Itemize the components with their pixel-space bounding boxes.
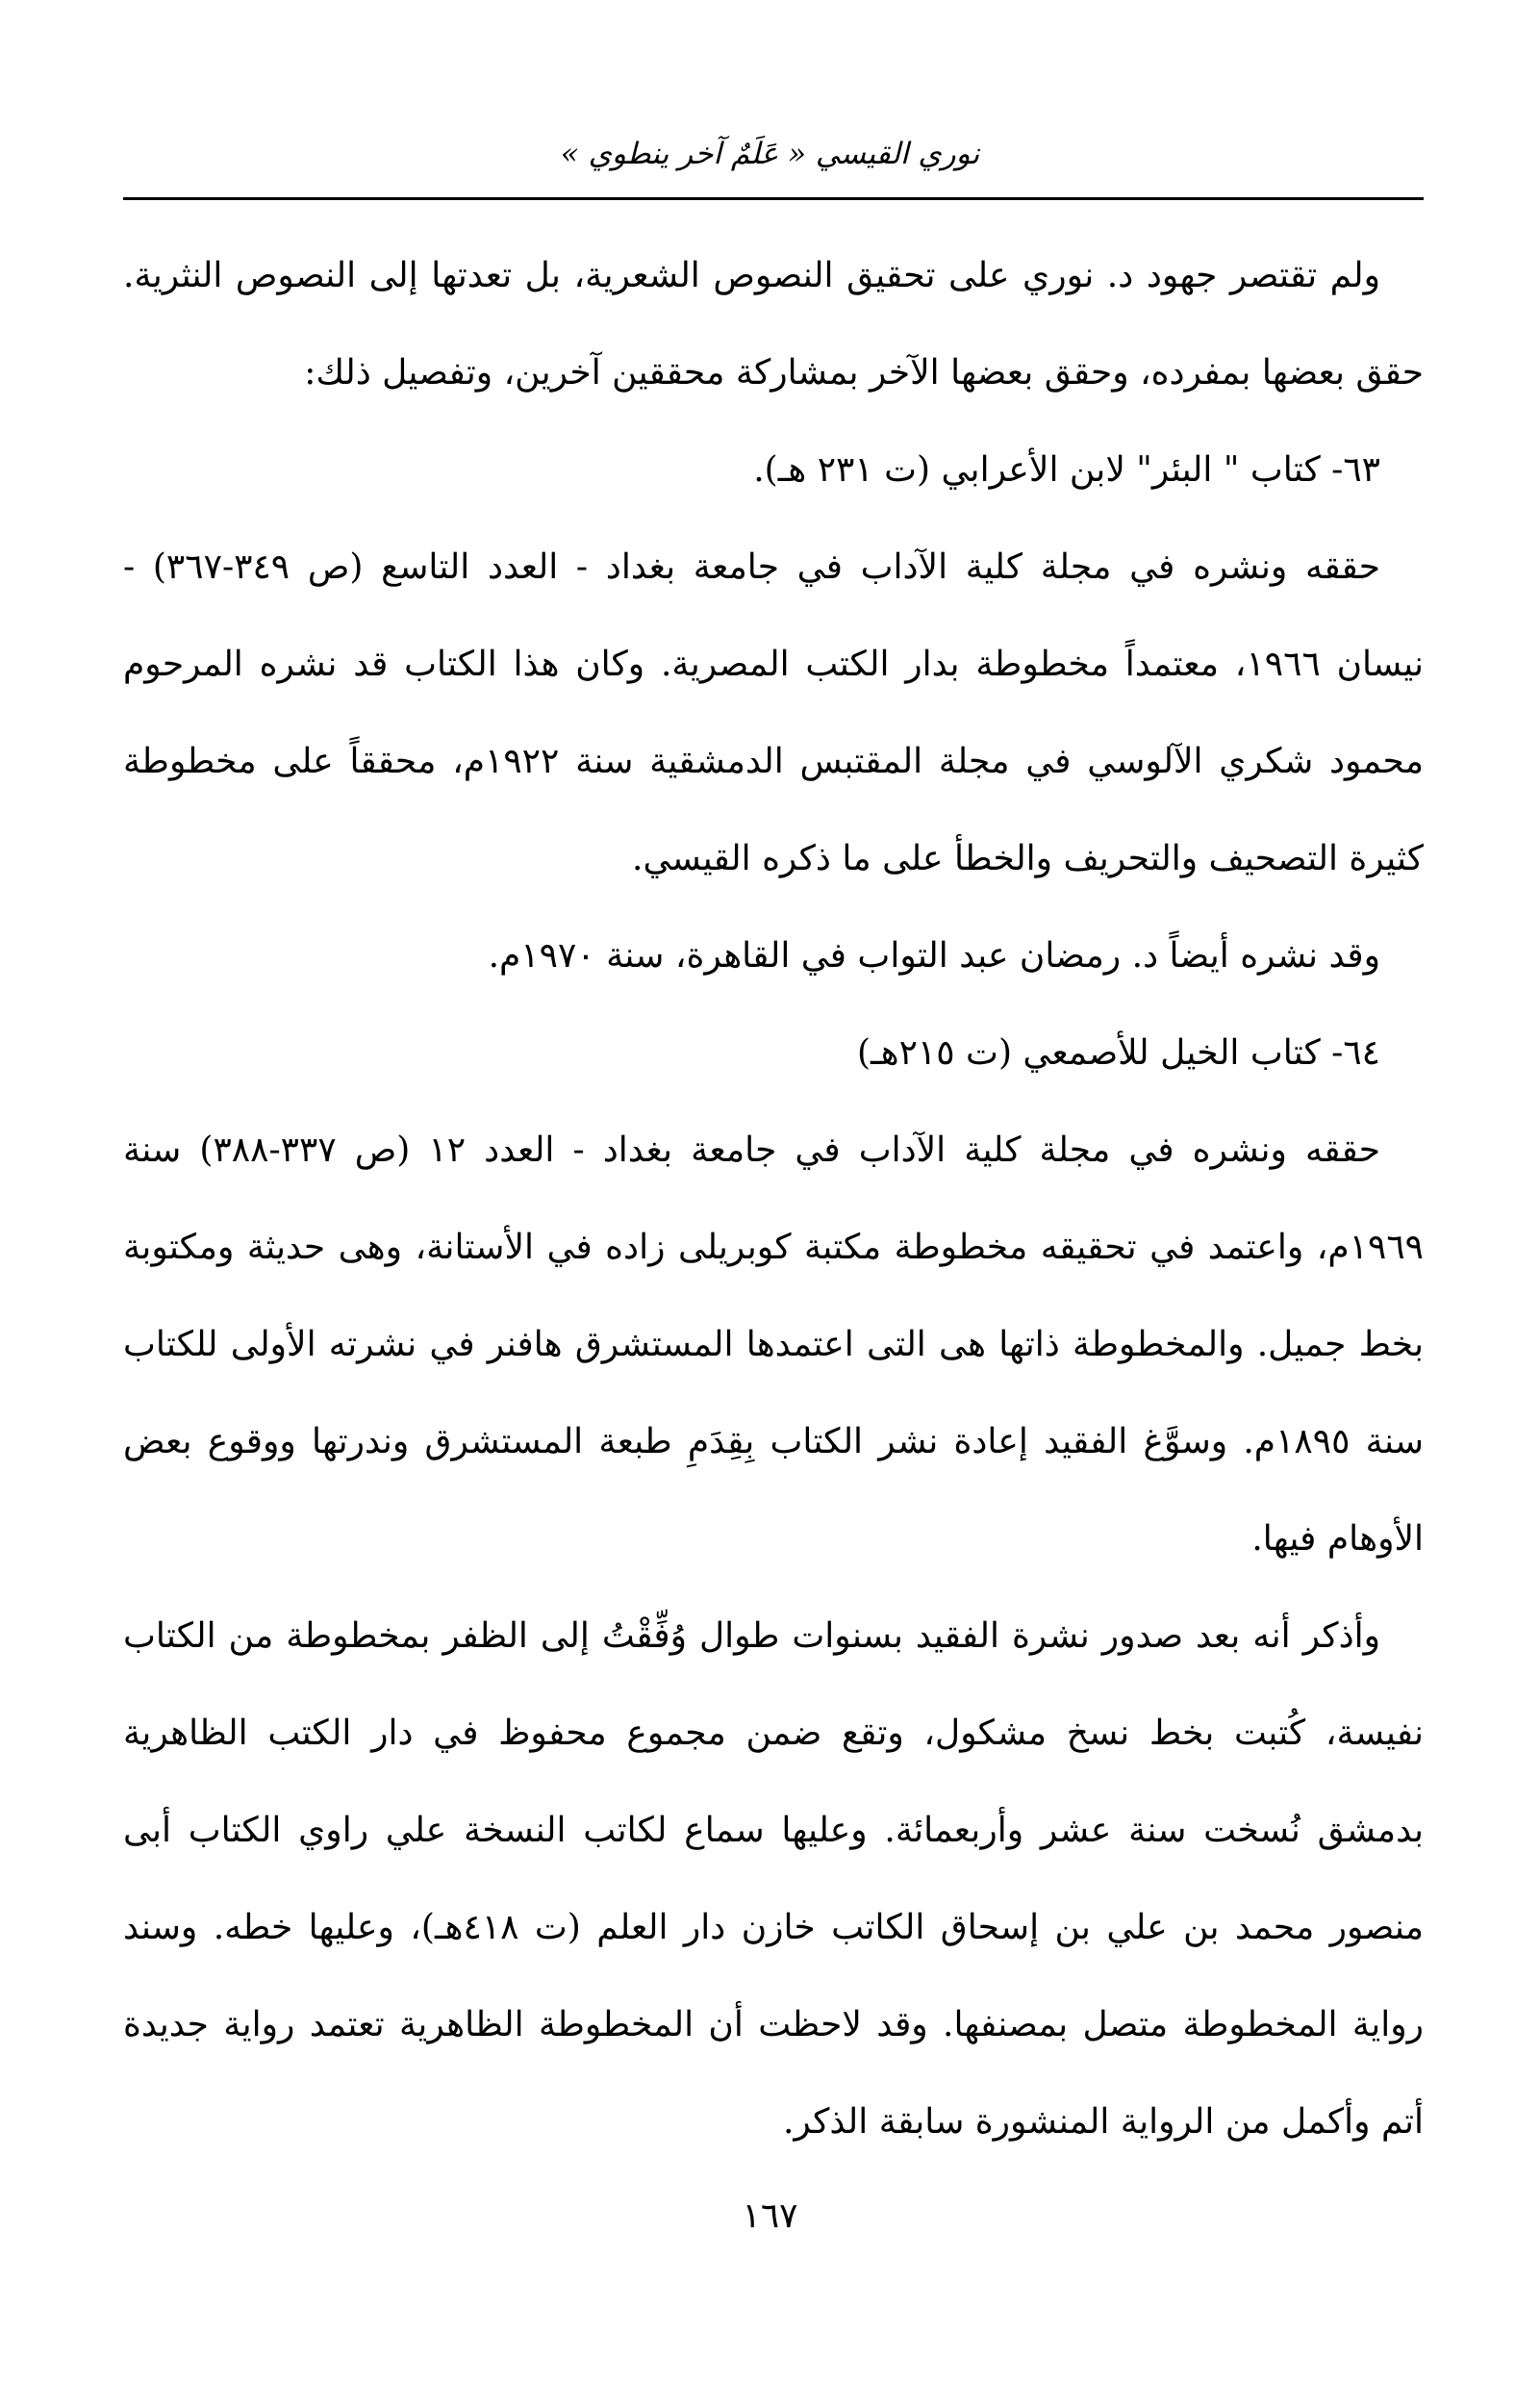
running-header: نوري القيسي « عَلَمٌ آخر ينطوي » — [560, 137, 980, 171]
entry-63-description: حققه ونشره في مجلة كلية الآداب في جامعة بغداد - العدد التاسع (ص ٣٤٩-٣٦٧) - نيسان ١٩٦٦، معتمداً مخطوطة بدار الكتب المصرية. وكان هذا الكتاب قد نشره المرحوم محمود شكري الآلوسي في مجلة المقتبس الدمشقية سنة ١٩٢٢م، محققاً على مخطوطة كثيرة التصحيف والتحريف والخطأ على ما ذكره القيسي. — [123, 547, 1424, 878]
header-divider — [123, 197, 1424, 200]
entry-64-heading: ٦٤- كتاب الخيل للأصمعي (ت ٢١٥هـ) — [857, 1033, 1380, 1073]
entry-63-note: وقد نشره أيضاً د. رمضان عبد التواب في القاهرة، سنة ١٩٧٠م. — [488, 936, 1380, 976]
page-number: ١٦٧ — [742, 2196, 798, 2236]
paragraph-intro: ولم تقتصر جهود د. نوري على تحقيق النصوص الشعرية، بل تعدتها إلى النصوص النثرية. حقق بعضها بمفرده، وحقق بعضها الآخر بمشاركة محققين آخرين، وتفصيل ذلك: — [123, 256, 1424, 393]
body-text — [123, 227, 1424, 2170]
entry-63-heading: ٦٣- كتاب " البئر" لابن الأعرابي (ت ٢٣١ هـ). — [753, 450, 1380, 490]
entry-64-remark: وأذكر أنه بعد صدور نشرة الفقيد بسنوات طوال وُفِّقْتُ إلى الظفر بمخطوطة من الكتاب نفيسة، كُتبت بخط نسخ مشكول، وتقع ضمن مجموع محفوظ في دار الكتب الظاهرية بدمشق نُسخت سنة عشر وأربعمائة. وعليها سماع لكاتب النسخة علي راوي الكتاب أبى منصور محمد بن علي بن إسحاق الكاتب خازن دار العلم (ت ٤١٨هـ)، وعليها خطه. وسند رواية المخطوطة متصل بمصنفها. وقد لاحظت أن المخطوطة الظاهرية تعتمد رواية جديدة أتم وأكمل من الرواية المنشورة سابقة الذكر. — [123, 1616, 1424, 2142]
entry-64-description: حققه ونشره في مجلة كلية الآداب في جامعة بغداد - العدد ١٢ (ص ٣٣٧-٣٨٨) سنة ١٩٦٩م، واعتمد في تحقيقه مخطوطة مكتبة كوبريلى زاده في الأستانة، وهى حديثة ومكتوبة بخط جميل. والمخطوطة ذاتها هى التى اعتمدها المستشرق هافنر في نشرته الأولى للكتاب سنة ١٨٩٥م. وسوَّغ الفقيد إعادة نشر الكتاب بِقِدَمِ طبعة المستشرق وندرتها ووقوع بعض الأوهام فيها. — [123, 1130, 1424, 1559]
